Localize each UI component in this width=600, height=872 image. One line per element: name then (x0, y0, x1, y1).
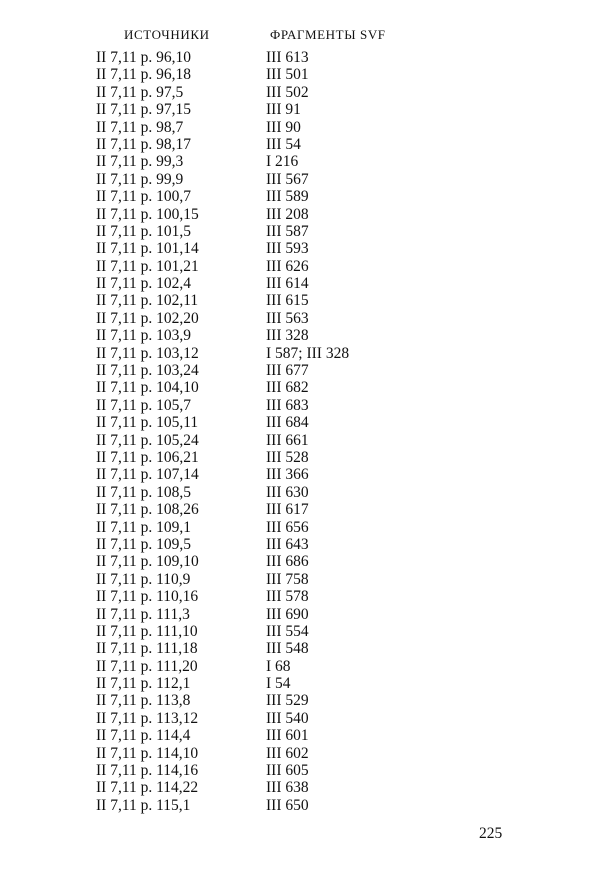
table-row (96, 484, 516, 501)
table-row (96, 258, 516, 275)
source-reference: II 7,11 p. 101,5 (96, 222, 191, 240)
svf-fragment: III 683 (266, 396, 309, 414)
source-reference: II 7,11 p. 101,21 (96, 257, 199, 275)
source-reference: II 7,11 p. 114,16 (96, 762, 199, 780)
source-reference: II 7,11 p. 99,3 (96, 153, 184, 171)
table-row (96, 466, 516, 483)
svf-fragment: III 650 (266, 796, 309, 814)
source-reference: II 7,11 p. 114,22 (96, 779, 199, 797)
table-row (96, 292, 516, 309)
svf-fragment: III 548 (266, 640, 309, 658)
table-row (96, 606, 516, 623)
source-reference: II 7,11 p. 98,17 (96, 135, 191, 153)
table-row (96, 119, 516, 136)
svf-fragment: III 589 (266, 188, 309, 206)
svf-fragment: III 601 (266, 727, 309, 745)
table-row (96, 84, 516, 101)
source-reference: II 7,11 p. 110,9 (96, 570, 191, 588)
table-row (96, 727, 516, 744)
svf-fragment: III 593 (266, 240, 309, 258)
svf-fragment: III 690 (266, 605, 309, 623)
svf-fragment: III 682 (266, 379, 309, 397)
source-reference: II 7,11 p. 100,15 (96, 205, 199, 223)
source-reference: II 7,11 p. 101,14 (96, 240, 199, 258)
svf-fragment: III 630 (266, 483, 309, 501)
svf-fragment: III 656 (266, 518, 309, 536)
concordance-table (96, 49, 516, 814)
svf-fragment: III 614 (266, 275, 309, 293)
svf-fragment: III 677 (266, 362, 309, 380)
table-row (96, 501, 516, 518)
table-row (96, 240, 516, 257)
source-reference: II 7,11 p. 105,24 (96, 431, 199, 449)
svf-fragment: I 216 (266, 153, 299, 171)
source-reference: II 7,11 p. 111,18 (96, 640, 198, 658)
source-reference: II 7,11 p. 114,4 (96, 727, 191, 745)
table-row (96, 710, 516, 727)
svf-fragment: I 587; III 328 (266, 344, 350, 362)
source-reference: II 7,11 p. 112,1 (96, 675, 191, 693)
table-row (96, 379, 516, 396)
table-row (96, 310, 516, 327)
source-reference: II 7,11 p. 99,9 (96, 170, 184, 188)
svf-fragment: III 613 (266, 49, 309, 66)
table-row (96, 797, 516, 814)
source-reference: II 7,11 p. 102,4 (96, 275, 191, 293)
source-reference: II 7,11 p. 102,11 (96, 292, 199, 310)
source-reference: II 7,11 p. 111,3 (96, 605, 190, 623)
table-row (96, 571, 516, 588)
table-row (96, 623, 516, 640)
table-row (96, 692, 516, 709)
table-row (96, 536, 516, 553)
svf-fragment: III 758 (266, 570, 309, 588)
svf-fragment: III 605 (266, 762, 309, 780)
table-row (96, 397, 516, 414)
svf-fragment: III 540 (266, 709, 309, 727)
table-row (96, 345, 516, 362)
source-reference: II 7,11 p. 103,9 (96, 327, 191, 345)
source-reference: II 7,11 p. 108,26 (96, 501, 199, 519)
table-row (96, 171, 516, 188)
svf-fragment: III 578 (266, 588, 309, 606)
table-row (96, 745, 516, 762)
svf-fragment: III 684 (266, 414, 309, 432)
source-reference: II 7,11 p. 109,10 (96, 553, 199, 571)
table-row (96, 136, 516, 153)
table-row (96, 432, 516, 449)
source-reference: II 7,11 p. 96,18 (96, 66, 191, 84)
table-row (96, 553, 516, 570)
fragments-column-header: ФРАГМЕНТЫ SVF (270, 27, 386, 42)
source-reference: II 7,11 p. 97,5 (96, 83, 184, 101)
svf-fragment: III 501 (266, 66, 309, 84)
table-row (96, 66, 516, 83)
source-reference: II 7,11 p. 103,12 (96, 344, 199, 362)
table-row (96, 658, 516, 675)
table-row (96, 762, 516, 779)
svf-fragment: III 567 (266, 170, 309, 188)
source-reference: II 7,11 p. 103,24 (96, 362, 199, 380)
svf-fragment: III 502 (266, 83, 309, 101)
table-row (96, 275, 516, 292)
source-reference: II 7,11 p. 113,12 (96, 709, 199, 727)
svf-fragment: III 643 (266, 535, 309, 553)
table-row (96, 101, 516, 118)
table-row (96, 153, 516, 170)
table-row (96, 206, 516, 223)
svf-fragment: III 54 (266, 135, 301, 153)
source-reference: II 7,11 p. 104,10 (96, 379, 199, 397)
svf-fragment: III 328 (266, 327, 309, 345)
source-reference: II 7,11 p. 106,21 (96, 448, 199, 466)
source-reference: II 7,11 p. 100,7 (96, 188, 191, 206)
svf-fragment: III 528 (266, 448, 309, 466)
table-row (96, 414, 516, 431)
source-reference: II 7,11 p. 105,11 (96, 414, 199, 432)
svf-fragment: III 661 (266, 431, 309, 449)
table-row (96, 362, 516, 379)
svf-fragment: III 91 (266, 101, 301, 119)
svf-fragment: III 686 (266, 553, 309, 571)
source-reference: II 7,11 p. 111,10 (96, 622, 198, 640)
svf-fragment: III 366 (266, 466, 309, 484)
source-reference: II 7,11 p. 111,20 (96, 657, 198, 675)
source-reference: II 7,11 p. 102,20 (96, 309, 199, 327)
source-reference: II 7,11 p. 98,7 (96, 118, 184, 136)
svf-fragment: III 208 (266, 205, 309, 223)
table-row (96, 675, 516, 692)
source-reference: II 7,11 p. 96,10 (96, 49, 191, 66)
table-row (96, 327, 516, 344)
source-reference: II 7,11 p. 110,16 (96, 588, 199, 606)
svf-fragment: III 554 (266, 622, 309, 640)
source-reference: II 7,11 p. 109,1 (96, 518, 191, 536)
svf-fragment: I 54 (266, 675, 291, 693)
svf-fragment: I 68 (266, 657, 291, 675)
source-reference: II 7,11 p. 113,8 (96, 692, 191, 710)
table-row (96, 588, 516, 605)
svf-fragment: III 602 (266, 744, 309, 762)
source-reference: II 7,11 p. 114,10 (96, 744, 199, 762)
source-reference: II 7,11 p. 105,7 (96, 396, 191, 414)
page-number: 225 (479, 825, 503, 842)
table-row (96, 779, 516, 796)
svf-fragment: III 615 (266, 292, 309, 310)
table-row (96, 188, 516, 205)
sources-column-header: ИСТОЧНИКИ (124, 27, 210, 42)
svf-fragment: III 626 (266, 257, 309, 275)
source-reference: II 7,11 p. 97,15 (96, 101, 191, 119)
table-row (96, 519, 516, 536)
svf-fragment: III 90 (266, 118, 301, 136)
svf-fragment: III 587 (266, 222, 309, 240)
source-reference: II 7,11 p. 107,14 (96, 466, 199, 484)
source-reference: II 7,11 p. 108,5 (96, 483, 191, 501)
table-row (96, 223, 516, 240)
svf-fragment: III 529 (266, 692, 309, 710)
table-row (96, 449, 516, 466)
source-reference: II 7,11 p. 115,1 (96, 796, 191, 814)
table-row (96, 640, 516, 657)
svf-fragment: III 638 (266, 779, 309, 797)
table-row (96, 49, 516, 66)
source-reference: II 7,11 p. 109,5 (96, 535, 191, 553)
svf-fragment: III 617 (266, 501, 309, 519)
svf-fragment: III 563 (266, 309, 309, 327)
